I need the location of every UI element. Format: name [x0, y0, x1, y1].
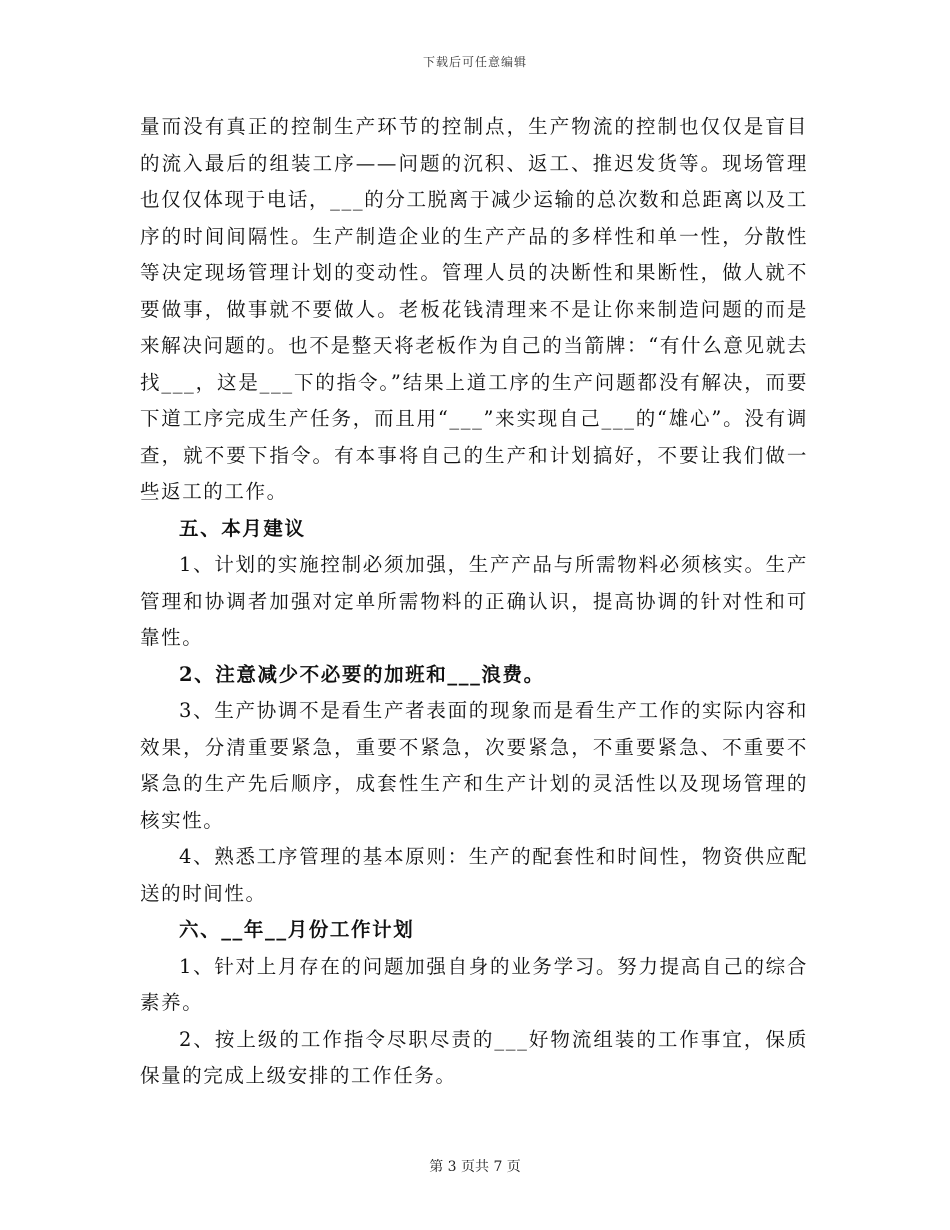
document-body [140, 109, 808, 1095]
section-heading-6: 六、__年__月份工作计划 [179, 918, 415, 941]
page-footer: 第 3 页共 7 页 [429, 1159, 521, 1175]
suggestion-item-2: 2、注意减少不必要的加班和___浪费。 [179, 662, 545, 686]
plan-item-2: 2、按上级的工作指令尽职尽责的___好物流组装的工作事宜，保质保量的完成上级安排的工作任务。 [140, 1027, 808, 1087]
suggestion-item-1: 1、计划的实施控制必须加强，生产产品与所需物料必须核实。生产管理和协调者加强对定单所需物料的正确认识，提高协调的针对性和可靠性。 [140, 553, 808, 649]
suggestion-item-4: 4、熟悉工序管理的基本原则：生产的配套性和时间性，物资供应配送的时间性。 [140, 845, 808, 905]
plan-item-1: 1、针对上月存在的问题加强自身的业务学习。努力提高自己的综合素养。 [140, 954, 808, 1014]
page-header: 下载后可任意编辑 [422, 55, 527, 69]
paragraph-continuation: 量而没有真正的控制生产环节的控制点，生产物流的控制也仅仅是盲目的流入最后的组装工序——问题的沉积、返工、推迟发货等。现场管理也仅仅体现于电话，___的分工脱离于减少运输的总次数和总距离以及工序的时间间隔性。生产制造企业的生产产品的多样性和单一性，分散性等决定现场管理计划的变动性。管理人员的决断性和果断性，做人就不要做事，做事就不要做人。老板花钱清理来不是让你来制造问题的而是来解决问题的。也不是整天将老板作为自己的当箭牌：“有什么意见就去找___，这是___下的指令。”结果上道工序的生产问题都没有解决，而要下道工序完成生产任务，而且用“___”来实现自己___的“雄心”。没有调查，就不要下指令。有本事将自己的生产和计划搞好，不要让我们做一些返工的工作。 [140, 115, 808, 503]
section-heading-5: 五、本月建议 [179, 516, 306, 540]
suggestion-item-3: 3、生产协调不是看生产者表面的现象而是看生产工作的实际内容和效果，分清重要紧急，重要不紧急，次要紧急，不重要紧急、不重要不紧急的生产先后顺序，成套性生产和生产计划的灵活性以及现场管理的核实性。 [140, 699, 808, 832]
